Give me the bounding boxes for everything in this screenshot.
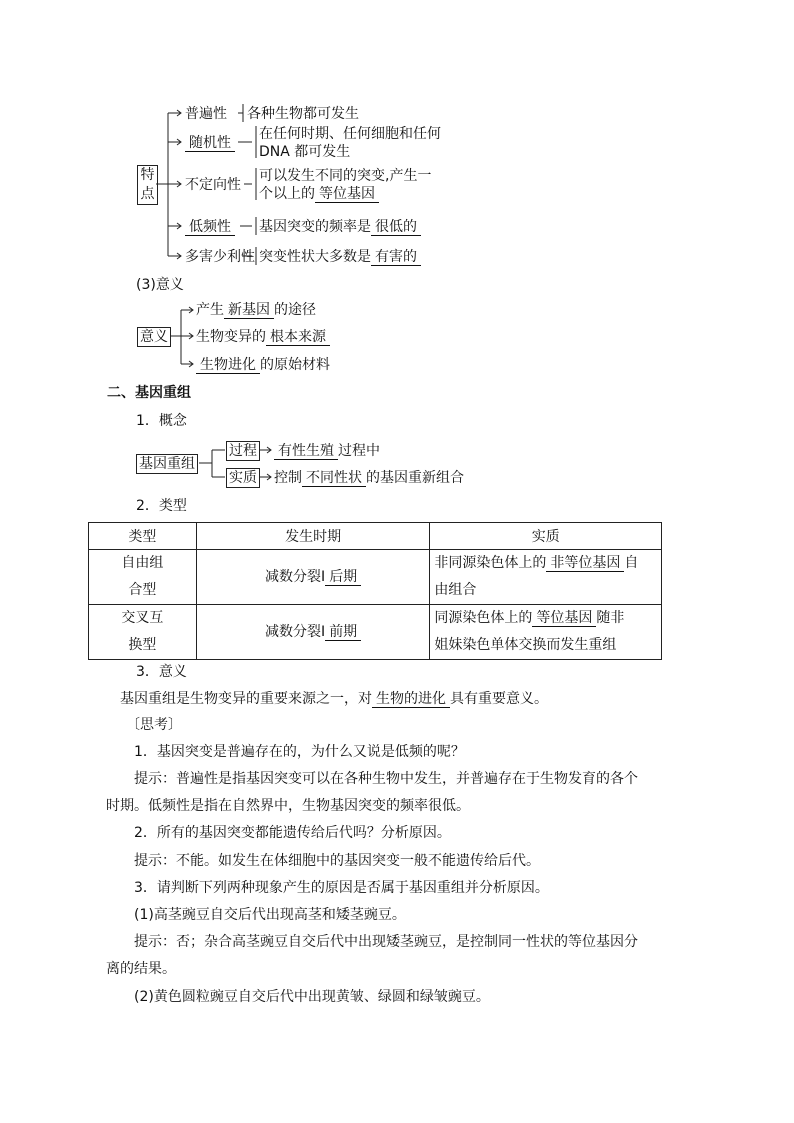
essence-post: 的基因重新组合 [366, 470, 464, 486]
answer-1-line1: 提示：普遍性是指基因突变可以在各种生物中发生，并普遍存在于生物发育的各个 [134, 771, 638, 787]
table-row [89, 550, 662, 605]
feature-randomness-desc-l2: DNA 都可发生 [259, 144, 351, 160]
blank-very-low: 很低的 [371, 219, 421, 236]
essence-pre: 控制 [274, 470, 302, 486]
question-1: 1．基因突变是普遍存在的，为什么又说是低频的呢？ [134, 744, 465, 760]
blank-different-traits: 不同性状 [302, 470, 366, 487]
significance-line3-post: 的原始材料 [260, 357, 330, 373]
feature-mostly-harmful: 多害少利性 [185, 249, 255, 265]
period-cell: 减数分裂Ⅰ 后期 [196, 550, 430, 605]
feature-low-frequency-desc: 基因突变的频率是 [259, 219, 371, 235]
blank-allelic: 等位基因 [532, 610, 596, 627]
recombination-box: 基因重组 [136, 454, 198, 474]
features-label-box: 特点 [137, 165, 158, 205]
meaning-text: 基因重组是生物变异的重要来源之一，对 生物的进化 具有重要意义。 [120, 691, 548, 707]
significance-line1-post: 的途径 [274, 302, 316, 318]
header-essence: 实质 [430, 523, 662, 550]
header-period: 发生时期 [196, 523, 430, 550]
blank-biological-evolution: 生物的进化 [372, 691, 450, 708]
essence-cell: 同源染色体上的 等位基因 随非 姐妹染色单体交换而发生重组 [430, 605, 662, 660]
feature-universality: 普遍性 [185, 106, 227, 122]
blank-prophase: 前期 [325, 624, 361, 641]
answer-3-1-line2: 离的结果。 [106, 961, 176, 977]
answer-2: 提示：不能。如发生在体细胞中的基因突变一般不能遗传给后代。 [134, 853, 540, 869]
features-diagram-lines [0, 0, 794, 400]
essence-cell: 非同源染色体上的 非等位基因 自 由组合 [430, 550, 662, 605]
feature-universality-desc: 各种生物都可发生 [247, 106, 359, 122]
blank-evolution: 生物进化 [196, 357, 260, 374]
period-cell: 减数分裂Ⅰ 前期 [196, 605, 430, 660]
feature-randomness: 随机性 [185, 135, 235, 152]
blank-allele: 等位基因 [315, 186, 379, 203]
feature-nondirectional-desc-l2: 个以上的 [259, 186, 315, 202]
answer-3-1-line1: 提示：否；杂合高茎豌豆自交后代中出现矮茎豌豆，是控制同一性状的等位基因分 [134, 934, 638, 950]
question-3: 3．请判断下列两种现象产生的原因是否属于基因重组并分析原因。 [134, 880, 549, 896]
blank-anaphase: 后期 [325, 569, 361, 586]
blank-nonallelic: 非等位基因 [546, 555, 624, 572]
type-cell: 交叉互 换型 [89, 605, 197, 660]
feature-nondirectional: 不定向性 [185, 177, 241, 193]
essence-box: 实质 [226, 468, 260, 488]
feature-mostly-harmful-desc: 突变性状大多数是 [259, 249, 371, 265]
question-2: 2．所有的基因突变都能遗传给后代吗？分析原因。 [134, 825, 451, 841]
significance-box: 意义 [137, 327, 171, 347]
section2-title: 二、基因重组 [107, 385, 191, 401]
process-box: 过程 [226, 441, 260, 461]
blank-fundamental-source: 根本来源 [266, 329, 330, 346]
feature-low-frequency: 低频性 [185, 219, 235, 236]
feature-nondirectional-desc-l1: 可以发生不同的突变,产生一 [259, 168, 432, 184]
question-3-1: (1)高茎豌豆自交后代出现高茎和矮茎豌豆。 [134, 907, 406, 923]
significance-heading: (3)意义 [136, 277, 184, 293]
question-3-2: (2)黄色圆粒豌豆自交后代中出现黄皱、绿圆和绿皱豌豆。 [134, 989, 490, 1005]
blank-harmful: 有害的 [371, 249, 421, 266]
concept-heading: 1．概念 [136, 413, 187, 429]
significance-line1-pre: 产生 [196, 302, 224, 318]
types-heading: 2．类型 [136, 498, 187, 514]
think-heading: 〔思考〕 [126, 717, 182, 733]
feature-randomness-desc-l1: 在任何时期、任何细胞和任何 [259, 126, 441, 142]
recombination-types-table [88, 522, 662, 660]
significance-line2-pre: 生物变异的 [196, 329, 266, 345]
table-row [89, 605, 662, 660]
blank-new-gene: 新基因 [224, 302, 274, 319]
header-type: 类型 [89, 523, 197, 550]
type-cell: 自由组 合型 [89, 550, 197, 605]
process-post: 过程中 [338, 443, 380, 459]
table-header-row [89, 523, 662, 550]
meaning-heading: 3．意义 [136, 664, 187, 680]
blank-sexual-reproduction: 有性生殖 [274, 443, 338, 460]
answer-1-line2: 时期。低频性是指在自然界中，生物基因突变的频率很低。 [106, 798, 470, 814]
